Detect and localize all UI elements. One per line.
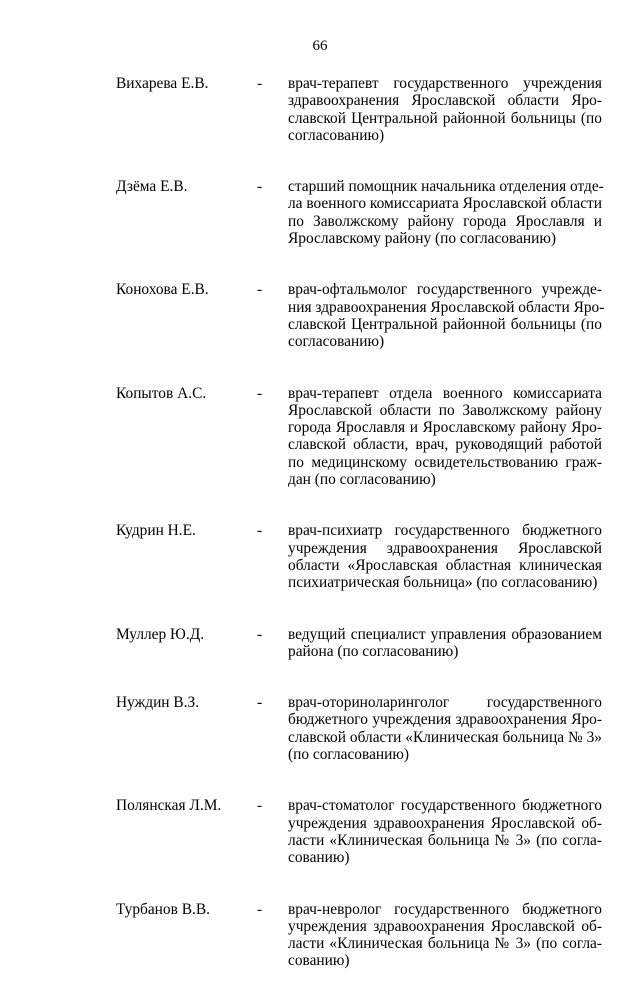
member-entry [0, 281, 640, 350]
dash-separator: - [257, 797, 263, 815]
committee-member-list [0, 75, 640, 1004]
position-text-line: согласованию) [288, 333, 385, 351]
position-text-line: врач-оториноларинголог государственного [288, 694, 602, 712]
position-text-line: ласти «Клиническая больница № 3» (по согла- [288, 935, 602, 953]
member-entry [0, 385, 640, 489]
position-text-line: (по согласованию) [288, 746, 409, 764]
member-name: Вихарева Е.В. [116, 75, 209, 92]
member-position [288, 522, 602, 591]
page-number: 66 [312, 38, 328, 54]
dash-separator: - [257, 281, 263, 299]
position-text-line: области «Ярославская областная клиническая [288, 556, 602, 574]
position-text-line: района (по согласованию) [288, 642, 459, 660]
member-entry [0, 75, 640, 144]
dash-separator: - [257, 75, 263, 92]
position-text-line: дан (по согласованию) [288, 471, 436, 489]
dash-separator: - [257, 384, 263, 402]
position-text-line: врач-психиатр государственного бюджетного [288, 522, 602, 540]
member-name: Кудрин Н.Е. [116, 522, 196, 540]
member-entry [0, 797, 640, 866]
member-name: Нуждин В.З. [116, 694, 200, 712]
member-entry [0, 694, 640, 763]
member-entry [0, 626, 640, 661]
dash-separator: - [257, 625, 263, 643]
position-text-line: врач-терапевт отдела военного комиссариата [288, 384, 602, 402]
position-text-line: славской Центральной районной больницы (по [288, 315, 602, 333]
position-text-line: славской Центральной районной больницы (по [288, 109, 602, 127]
member-position [288, 281, 605, 351]
member-position [288, 626, 602, 661]
position-text-line: врач-стоматолог государственного бюджетного [288, 797, 602, 815]
position-text-line: ведущий специалист управления образованием [288, 625, 602, 643]
position-text-line: Ярославской области по Заволжскому району [288, 401, 602, 419]
position-text-line: славской области «Клиническая больница № 3» [288, 728, 602, 746]
member-position [288, 694, 602, 763]
position-text-line: сованию) [288, 849, 350, 867]
position-text-line: учреждения здравоохранения Ярославской об- [288, 917, 602, 935]
position-text-line: согласованию) [288, 126, 385, 144]
member-position [288, 178, 602, 247]
position-text-line: психиатрическая больница» (по согласованию) [288, 574, 598, 592]
dash-separator: - [257, 694, 263, 712]
member-entry [0, 901, 640, 970]
position-text-line: города Ярославля и Ярославскому району Яро- [288, 419, 602, 437]
dash-separator: - [257, 178, 263, 196]
position-text-line: учреждения здравоохранения Ярославской об- [288, 814, 602, 832]
position-text-line: врач-невролог государственного бюджетного [288, 900, 602, 918]
position-text-line: врач-офтальмолог государственного учрежде- [288, 281, 602, 299]
position-text-line: здравоохранения Ярославской области Яро- [288, 92, 602, 110]
position-text-line: ния здравоохранения Ярославской области Яро- [288, 298, 605, 316]
position-text-line: по Заволжскому району города Ярославля и [288, 212, 602, 230]
position-text-line: ла военного комиссариата Ярославской области [288, 195, 602, 213]
member-position [288, 901, 602, 970]
member-entry [0, 522, 640, 591]
member-name: Муллер Ю.Д. [116, 625, 205, 643]
position-text-line: старший помощник начальника отделения отде- [288, 178, 604, 196]
member-name: Конохова Е.В. [116, 281, 209, 299]
position-text-line: славской области, врач, руководящий работой [288, 436, 602, 454]
position-text-line: учреждения здравоохранения Ярославской [288, 539, 602, 557]
member-entry [0, 178, 640, 247]
member-position [288, 385, 602, 489]
member-name: Дзёма Е.В. [116, 178, 188, 196]
member-position [288, 797, 602, 866]
member-name: Полянская Л.М. [116, 797, 222, 815]
position-text-line: бюджетного учреждения здравоохранения Яро- [288, 711, 602, 729]
member-name: Копытов А.С. [116, 384, 207, 402]
member-position [288, 75, 602, 144]
position-text-line: по медицинскому освидетельствованию граж- [288, 453, 602, 471]
position-text-line: сованию) [288, 952, 350, 970]
dash-separator: - [257, 522, 263, 540]
position-text-line: ласти «Клиническая больница № 3» (по согла- [288, 831, 602, 849]
position-text-line: Ярославскому району (по согласованию) [288, 230, 556, 248]
member-name: Турбанов В.В. [116, 900, 210, 918]
position-text-line: врач-терапевт государственного учреждения [288, 75, 602, 92]
dash-separator: - [257, 900, 263, 918]
